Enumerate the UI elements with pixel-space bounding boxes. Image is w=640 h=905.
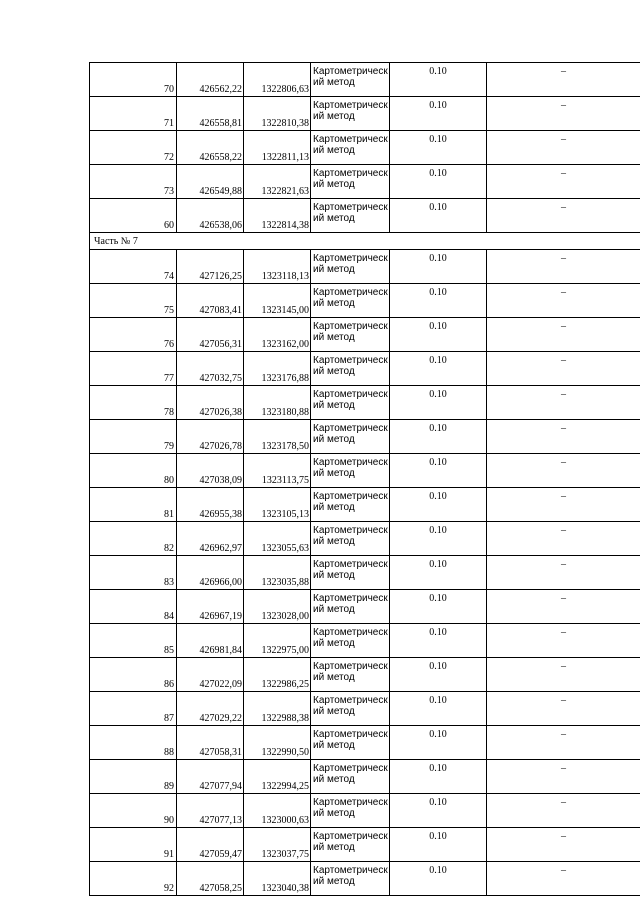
x-coordinate-cell: 427077,13 xyxy=(177,794,244,828)
table-row xyxy=(90,284,640,318)
point-number-cell: 86 xyxy=(90,658,177,692)
y-coordinate-cell: 1322986,25 xyxy=(244,658,311,692)
method-cell: Картометрическ ий метод xyxy=(311,250,390,284)
description-cell: – xyxy=(487,454,640,488)
accuracy-cell: 0.10 xyxy=(390,284,487,318)
accuracy-cell: 0.10 xyxy=(390,692,487,726)
x-coordinate-cell: 427058,25 xyxy=(177,862,244,896)
method-cell: Картометрическ ий метод xyxy=(311,828,390,862)
point-number-cell: 73 xyxy=(90,165,177,199)
method-cell: Картометрическ ий метод xyxy=(311,794,390,828)
description-cell: – xyxy=(487,250,640,284)
y-coordinate-cell: 1322806,63 xyxy=(244,63,311,97)
table-row xyxy=(90,624,640,658)
table-row xyxy=(90,692,640,726)
description-cell: – xyxy=(487,352,640,386)
y-coordinate-cell: 1322814,38 xyxy=(244,199,311,233)
method-cell: Картометрическ ий метод xyxy=(311,692,390,726)
y-coordinate-cell: 1323113,75 xyxy=(244,454,311,488)
accuracy-cell: 0.10 xyxy=(390,828,487,862)
x-coordinate-cell: 427083,41 xyxy=(177,284,244,318)
x-coordinate-cell: 426966,00 xyxy=(177,556,244,590)
y-coordinate-cell: 1323028,00 xyxy=(244,590,311,624)
point-number-cell: 70 xyxy=(90,63,177,97)
accuracy-cell: 0.10 xyxy=(390,726,487,760)
method-cell: Картометрическ ий метод xyxy=(311,131,390,165)
table-row xyxy=(90,590,640,624)
accuracy-cell: 0.10 xyxy=(390,624,487,658)
y-coordinate-cell: 1323105,13 xyxy=(244,488,311,522)
y-coordinate-cell: 1323000,63 xyxy=(244,794,311,828)
y-coordinate-cell: 1322810,38 xyxy=(244,97,311,131)
table-row xyxy=(90,794,640,828)
x-coordinate-cell: 426967,19 xyxy=(177,590,244,624)
x-coordinate-cell: 427126,25 xyxy=(177,250,244,284)
point-number-cell: 76 xyxy=(90,318,177,352)
description-cell: – xyxy=(487,97,640,131)
accuracy-cell: 0.10 xyxy=(390,199,487,233)
table-row xyxy=(90,318,640,352)
table-row xyxy=(90,63,640,97)
accuracy-cell: 0.10 xyxy=(390,522,487,556)
method-cell: Картометрическ ий метод xyxy=(311,199,390,233)
x-coordinate-cell: 427058,31 xyxy=(177,726,244,760)
point-number-cell: 91 xyxy=(90,828,177,862)
x-coordinate-cell: 426549,88 xyxy=(177,165,244,199)
description-cell: – xyxy=(487,63,640,97)
method-cell: Картометрическ ий метод xyxy=(311,318,390,352)
description-cell: – xyxy=(487,386,640,420)
point-number-cell: 83 xyxy=(90,556,177,590)
table-body-part-7 xyxy=(90,250,640,896)
point-number-cell: 77 xyxy=(90,352,177,386)
accuracy-cell: 0.10 xyxy=(390,386,487,420)
table-row xyxy=(90,726,640,760)
x-coordinate-cell: 427032,75 xyxy=(177,352,244,386)
accuracy-cell: 0.10 xyxy=(390,165,487,199)
x-coordinate-cell: 427029,22 xyxy=(177,692,244,726)
accuracy-cell: 0.10 xyxy=(390,352,487,386)
point-number-cell: 84 xyxy=(90,590,177,624)
description-cell: – xyxy=(487,420,640,454)
accuracy-cell: 0.10 xyxy=(390,794,487,828)
description-cell: – xyxy=(487,165,640,199)
x-coordinate-cell: 426538,06 xyxy=(177,199,244,233)
table-row xyxy=(90,556,640,590)
table-row xyxy=(90,250,640,284)
method-cell: Картометрическ ий метод xyxy=(311,488,390,522)
y-coordinate-cell: 1322994,25 xyxy=(244,760,311,794)
description-cell: – xyxy=(487,692,640,726)
description-cell: – xyxy=(487,828,640,862)
accuracy-cell: 0.10 xyxy=(390,590,487,624)
y-coordinate-cell: 1323162,00 xyxy=(244,318,311,352)
point-number-cell: 72 xyxy=(90,131,177,165)
table-row xyxy=(90,420,640,454)
method-cell: Картометрическ ий метод xyxy=(311,454,390,488)
method-cell: Картометрическ ий метод xyxy=(311,352,390,386)
description-cell: – xyxy=(487,760,640,794)
y-coordinate-cell: 1323055,63 xyxy=(244,522,311,556)
point-number-cell: 89 xyxy=(90,760,177,794)
x-coordinate-cell: 427026,78 xyxy=(177,420,244,454)
method-cell: Картометрическ ий метод xyxy=(311,556,390,590)
accuracy-cell: 0.10 xyxy=(390,760,487,794)
accuracy-cell: 0.10 xyxy=(390,420,487,454)
description-cell: – xyxy=(487,726,640,760)
point-number-cell: 80 xyxy=(90,454,177,488)
y-coordinate-cell: 1323145,00 xyxy=(244,284,311,318)
point-number-cell: 81 xyxy=(90,488,177,522)
description-cell: – xyxy=(487,522,640,556)
table-row xyxy=(90,828,640,862)
method-cell: Картометрическ ий метод xyxy=(311,624,390,658)
description-cell: – xyxy=(487,488,640,522)
x-coordinate-cell: 427056,31 xyxy=(177,318,244,352)
method-cell: Картометрическ ий метод xyxy=(311,284,390,318)
point-number-cell: 88 xyxy=(90,726,177,760)
description-cell: – xyxy=(487,862,640,896)
method-cell: Картометрическ ий метод xyxy=(311,63,390,97)
method-cell: Картометрическ ий метод xyxy=(311,726,390,760)
point-number-cell: 60 xyxy=(90,199,177,233)
method-cell: Картометрическ ий метод xyxy=(311,862,390,896)
accuracy-cell: 0.10 xyxy=(390,556,487,590)
accuracy-cell: 0.10 xyxy=(390,131,487,165)
table-row xyxy=(90,165,640,199)
method-cell: Картометрическ ий метод xyxy=(311,760,390,794)
accuracy-cell: 0.10 xyxy=(390,658,487,692)
coordinates-table xyxy=(89,62,640,896)
point-number-cell: 82 xyxy=(90,522,177,556)
method-cell: Картометрическ ий метод xyxy=(311,420,390,454)
method-cell: Картометрическ ий метод xyxy=(311,590,390,624)
point-number-cell: 75 xyxy=(90,284,177,318)
point-number-cell: 74 xyxy=(90,250,177,284)
description-cell: – xyxy=(487,284,640,318)
y-coordinate-cell: 1322988,38 xyxy=(244,692,311,726)
table-row xyxy=(90,522,640,556)
x-coordinate-cell: 427077,94 xyxy=(177,760,244,794)
x-coordinate-cell: 426955,38 xyxy=(177,488,244,522)
section-row xyxy=(90,233,640,250)
section-label: Часть № 7 xyxy=(90,233,640,250)
x-coordinate-cell: 426981,84 xyxy=(177,624,244,658)
point-number-cell: 92 xyxy=(90,862,177,896)
table-row xyxy=(90,352,640,386)
y-coordinate-cell: 1323180,88 xyxy=(244,386,311,420)
table-row xyxy=(90,862,640,896)
table-row xyxy=(90,760,640,794)
table-row xyxy=(90,199,640,233)
accuracy-cell: 0.10 xyxy=(390,488,487,522)
y-coordinate-cell: 1322811,13 xyxy=(244,131,311,165)
accuracy-cell: 0.10 xyxy=(390,97,487,131)
point-number-cell: 90 xyxy=(90,794,177,828)
description-cell: – xyxy=(487,794,640,828)
y-coordinate-cell: 1322821,63 xyxy=(244,165,311,199)
y-coordinate-cell: 1322990,50 xyxy=(244,726,311,760)
description-cell: – xyxy=(487,131,640,165)
x-coordinate-cell: 426558,22 xyxy=(177,131,244,165)
description-cell: – xyxy=(487,624,640,658)
method-cell: Картометрическ ий метод xyxy=(311,97,390,131)
description-cell: – xyxy=(487,658,640,692)
y-coordinate-cell: 1323035,88 xyxy=(244,556,311,590)
point-number-cell: 79 xyxy=(90,420,177,454)
table-row xyxy=(90,97,640,131)
accuracy-cell: 0.10 xyxy=(390,862,487,896)
x-coordinate-cell: 427059,47 xyxy=(177,828,244,862)
y-coordinate-cell: 1323037,75 xyxy=(244,828,311,862)
x-coordinate-cell: 426558,81 xyxy=(177,97,244,131)
section-separator xyxy=(90,233,640,250)
description-cell: – xyxy=(487,590,640,624)
table-row xyxy=(90,488,640,522)
table-body-part-6 xyxy=(90,63,640,233)
table-row xyxy=(90,131,640,165)
table-row xyxy=(90,386,640,420)
x-coordinate-cell: 427026,38 xyxy=(177,386,244,420)
point-number-cell: 85 xyxy=(90,624,177,658)
x-coordinate-cell: 427038,09 xyxy=(177,454,244,488)
y-coordinate-cell: 1322975,00 xyxy=(244,624,311,658)
accuracy-cell: 0.10 xyxy=(390,454,487,488)
method-cell: Картометрическ ий метод xyxy=(311,522,390,556)
table-row xyxy=(90,658,640,692)
description-cell: – xyxy=(487,199,640,233)
method-cell: Картометрическ ий метод xyxy=(311,165,390,199)
accuracy-cell: 0.10 xyxy=(390,250,487,284)
description-cell: – xyxy=(487,556,640,590)
accuracy-cell: 0.10 xyxy=(390,318,487,352)
method-cell: Картометрическ ий метод xyxy=(311,658,390,692)
point-number-cell: 71 xyxy=(90,97,177,131)
description-cell: – xyxy=(487,318,640,352)
point-number-cell: 87 xyxy=(90,692,177,726)
method-cell: Картометрическ ий метод xyxy=(311,386,390,420)
table-row xyxy=(90,454,640,488)
y-coordinate-cell: 1323176,88 xyxy=(244,352,311,386)
y-coordinate-cell: 1323178,50 xyxy=(244,420,311,454)
point-number-cell: 78 xyxy=(90,386,177,420)
y-coordinate-cell: 1323040,38 xyxy=(244,862,311,896)
x-coordinate-cell: 426562,22 xyxy=(177,63,244,97)
accuracy-cell: 0.10 xyxy=(390,63,487,97)
x-coordinate-cell: 426962,97 xyxy=(177,522,244,556)
y-coordinate-cell: 1323118,13 xyxy=(244,250,311,284)
x-coordinate-cell: 427022,09 xyxy=(177,658,244,692)
